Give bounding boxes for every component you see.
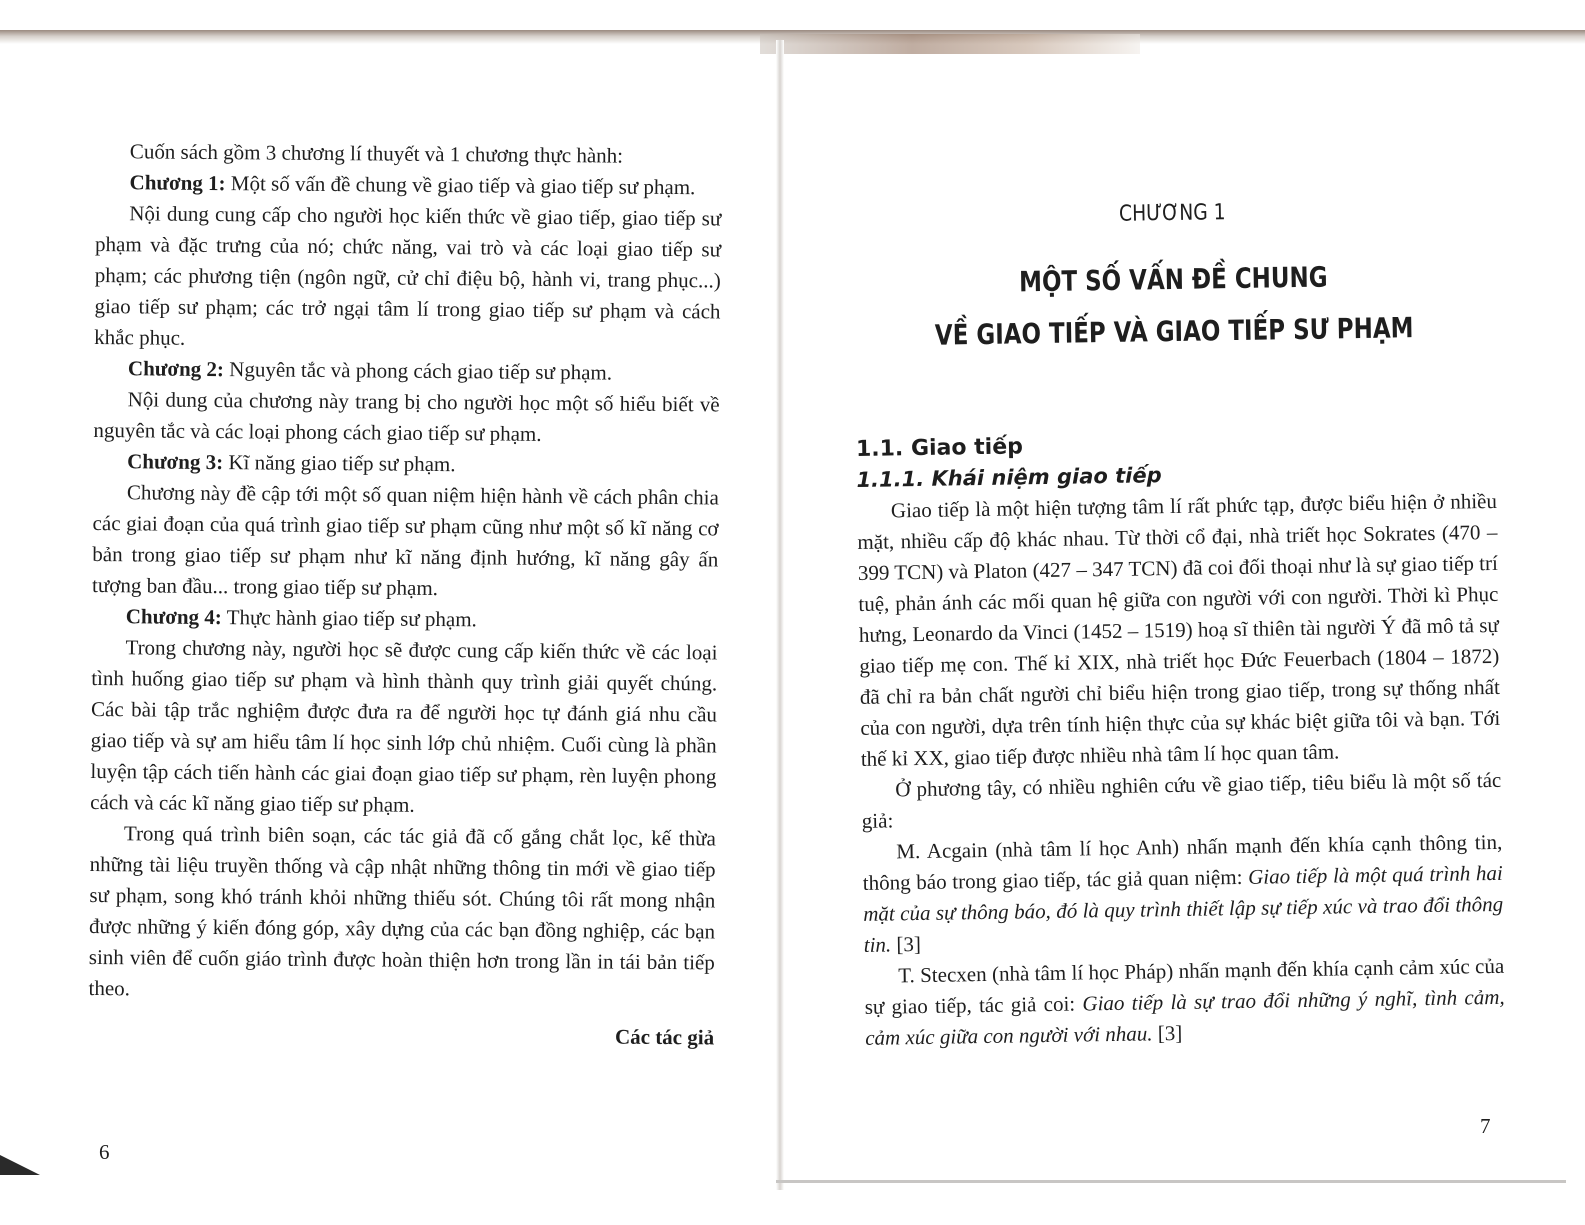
stecxen-quote: Giao tiếp là sự trao đổi những ý nghĩ, tình cảm, cảm xúc giữa con người với nhau. <box>865 984 1505 1050</box>
page-number-right: 7 <box>1480 1114 1491 1138</box>
section-heading: 1.1. Giao tiếp <box>855 434 1024 462</box>
page-number-left: 6 <box>99 1140 110 1164</box>
spine-band <box>760 34 1140 54</box>
paragraph-chapter-2: Chương 2: Nguyên tắc và phong cách giao tiếp sư phạm. <box>127 356 613 385</box>
paragraph-chapter-3-content: Chương này đề cập tới một số quan niệm hiện hành về cách phân chia các giai đoạn của quá trình giao tiếp sư phạm cũng như một số kĩ năng cơ bản trong giao tiếp sư phạm như kĩ năng định hướng, kĩ năng gây ấn tượng ban đầu... trong giao tiếp sư phạm. <box>91 480 719 601</box>
chapter-title-line-2: VỀ GIAO TIẾP VÀ GIAO TIẾP SƯ PHẠM <box>934 311 1414 352</box>
left-page <box>88 136 722 1050</box>
paragraph-chapter-1-content: Nội dung cung cấp cho người học kiến thức về giao tiếp, giao tiếp sư phạm và đặc trưng của nó; chức năng, vai trò và các loại giao tiếp sư phạm; các phương tiện (ngôn ngữ, cử chỉ điệu bộ, hành vi, trang phục...) giao tiếp sư phạm; các trở ngại tâm lí trong giao tiếp sư phạm và cách khắc phục. <box>94 201 722 350</box>
chapter-number: CHƯƠNG 1 <box>1118 200 1226 227</box>
paragraph-acgain: M. Acgain (nhà tâm lí học Anh) nhấn mạnh đến khía cạnh thông tin, thông báo trong giao tiếp, tác giả quan niệm: Giao tiếp là một quá trình hai mặt của sự thông báo, đó là quy trình thiết lập sự tiếp xúc và trao đổi thông tin. [3] <box>862 829 1504 957</box>
chapter-title-line-1: MỘT SỐ VẤN ĐỀ CHUNG <box>1018 260 1328 299</box>
corner-mark <box>0 1155 40 1175</box>
paragraph-chapter-4-content: Trong chương này, người học sẽ được cung cấp kiến thức về các loại tình huống giao tiếp sư phạm và hình thành quy trình giải quyết chúng. Các bài tập trắc nghiệm được đưa ra để người học tự đánh giá nhu cầu giao tiếp và sự am hiểu tâm lí học sinh lớp chủ nhiệm. Cuối cùng là phần luyện tập cách tiến hành các giai đoạn giao tiếp sư phạm, rèn luyện phong cách và các kĩ năng giao tiếp sư phạm. <box>90 635 718 817</box>
subsection-heading: 1.1.1. Khái niệm giao tiếp <box>856 463 1162 492</box>
paragraph-chapter-1: Chương 1: Một số vấn đề chung về giao tiếp và giao tiếp sư phạm. <box>129 170 696 200</box>
citation-ref: [3] <box>890 932 922 957</box>
chapter-1-lead: Chương 1: <box>129 170 226 196</box>
chapter-4-lead: Chương 4: <box>125 604 222 630</box>
paragraph-stecxen: T. Stecxen (nhà tâm lí học Pháp) nhấn mạnh đến khía cạnh cảm xúc của sự giao tiếp, tác giả coi: Giao tiếp là sự trao đổi những ý nghĩ, tình cảm, cảm xúc giữa con người với nhau. [3] <box>864 953 1505 1050</box>
chapter-3-lead: Chương 3: <box>127 449 224 475</box>
chapter-2-lead: Chương 2: <box>127 356 225 382</box>
page-bottom-edge <box>776 1180 1566 1183</box>
citation-ref: [3] <box>1152 1020 1183 1046</box>
paragraph-closing: Trong quá trình biên soạn, các tác giả đã cố gắng chắt lọc, kế thừa những tài liệu truyền thống và cập nhật những thông tin mới về giao tiếp sư phạm, song khó tránh khỏi những thiếu sót. Chúng tôi rất mong nhận được những ý kiến đóng góp, xây dựng của các bạn đồng nghiệp, các bạn sinh viên để cuốn giáo trình được hoàn thiện hơn trong lần in tái bản tiếp theo. <box>88 821 716 1001</box>
acgain-quote: Giao tiếp là một quá trình hai mặt của sự thông báo, đó là quy trình thiết lập sự tiếp xúc và trao đổi thông tin. <box>863 860 1504 957</box>
book-spine <box>776 40 784 1190</box>
paragraph-chapter-4: Chương 4: Thực hành giao tiếp sư phạm. <box>125 604 477 632</box>
paragraph-chapter-3: Chương 3: Kĩ năng giao tiếp sư phạm. <box>127 449 456 477</box>
authors-signature: Các tác giả <box>614 1024 715 1050</box>
right-page <box>852 186 1505 1054</box>
paragraph-western-research: Ở phương tây, có nhiều nghiên cứu về giao tiếp, tiêu biểu là một số tác giả: <box>861 767 1502 833</box>
paragraph-chapter-2-content: Nội dung của chương này trang bị cho người học một số hiểu biết về nguyên tắc và các loại phong cách giao tiếp sư phạm. <box>93 387 720 446</box>
paragraph-intro: Cuốn sách gồm 3 chương lí thuyết và 1 chương thực hành: <box>129 139 624 168</box>
paragraph-definition-history: Giao tiếp là một hiện tượng tâm lí rất phức tạp, được biểu hiện ở nhiều mặt, nhiều cấp độ khác nhau. Từ thời cổ đại, nhà triết học Sokrates (470 – 399 TCN) và Platon (427 – 347 TCN) đã coi đối thoại như là sự giao tiếp trí tuệ, phản ánh các mối quan hệ giữa con người với con người. Thời kì Phục hưng, Leonardo da Vinci (1452 – 1519) hoạ sĩ thiên tài người Ý đã mô tả sự giao tiếp mẹ con. Thế kỉ XIX, nhà triết học Đức Feuerbach (1804 – 1872) đã chỉ ra bản chất người chỉ biểu hiện trong giao tiếp, trong sự thống nhất của con người, dựa trên tính hiện thực của sự khác biệt giữa tôi và bạn. Tới thế kỉ XX, giao tiếp được nhiều nhà tâm lí học quan tâm. <box>857 488 1501 771</box>
